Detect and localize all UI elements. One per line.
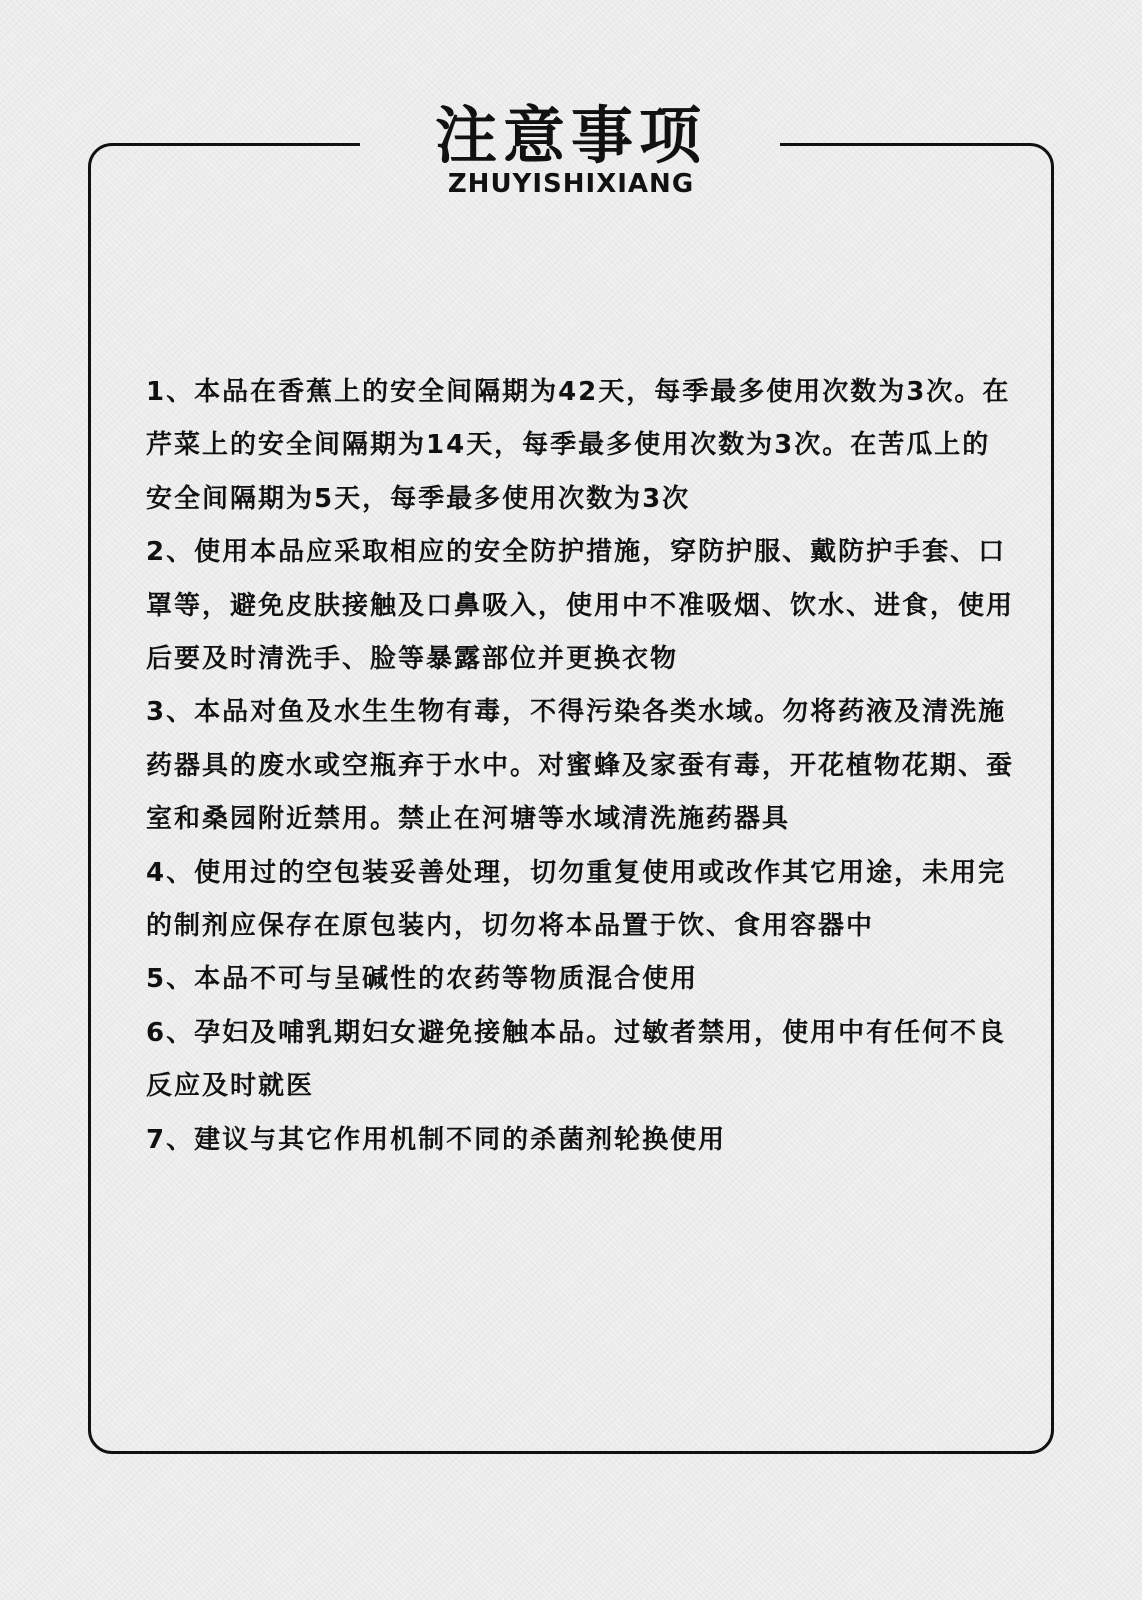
notice-item-5: 5、本品不可与呈碱性的农药等物质混合使用 xyxy=(146,964,699,995)
notice-item-3: 3、本品对鱼及水生生物有毒，不得污染各类水域。勿将药液及清洗施药器具的废水或空瓶弃于水中。对蜜蜂及家蚕有毒，开花植物花期、蚕室和桑园附近禁用。禁止在河塘等水域清洗施药器具 xyxy=(146,697,1015,835)
notice-item-6: 6、孕妇及哺乳期妇女避免接触本品。过敏者禁用，使用中有任何不良反应及时就医 xyxy=(146,1017,1007,1102)
page-subtitle: ZHUYISHIXIANG xyxy=(447,169,695,199)
page-title: 注意事项 xyxy=(434,99,707,172)
notice-list xyxy=(146,366,1016,1167)
notice-item-7: 7、建议与其它作用机制不同的杀菌剂轮换使用 xyxy=(146,1124,727,1155)
notice-item-4: 4、使用过的空包装妥善处理，切勿重复使用或改作其它用途，未用完的制剂应保存在原包装内，切勿将本品置于饮、食用容器中 xyxy=(146,857,1007,942)
notice-item-1: 1、本品在香蕉上的安全间隔期为42天，每季最多使用次数为3次。在芹菜上的安全间隔期为14天，每季最多使用次数为3次。在苦瓜上的安全间隔期为5天，每季最多使用次数为3次 xyxy=(146,377,1011,514)
notice-item-2: 2、使用本品应采取相应的安全防护措施，穿防护服、戴防护手套、口罩等，避免皮肤接触及口鼻吸入，使用中不准吸烟、饮水、进食，使用后要及时清洗手、脸等暴露部位并更换衣物 xyxy=(146,537,1015,675)
